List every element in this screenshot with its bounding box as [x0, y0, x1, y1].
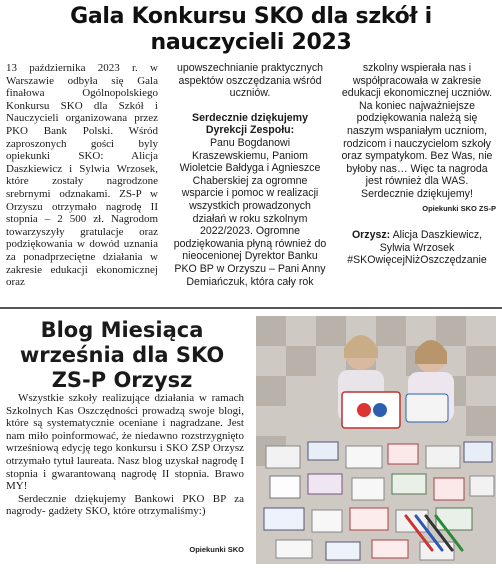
article1-column-3	[338, 62, 496, 267]
orzysz-label: Orzysz:	[351, 229, 391, 242]
article1-signature: Opiekunki SKO ZS-P	[422, 203, 496, 213]
article2-body	[6, 392, 244, 518]
orzysz-names: Alicja Daszkiewicz, Sylwia Wrzosek	[379, 229, 483, 254]
article1-column-1	[6, 62, 158, 289]
thanks-heading-line2: Dyrekcji Zespołu:	[205, 124, 295, 137]
article2-signature: Opiekunki SKO	[189, 545, 244, 554]
section-divider	[0, 307, 502, 309]
article1-title: Gala Konkursu SKO dla szkół i nauczycieli 2023	[70, 4, 432, 55]
photo-illustration	[256, 316, 496, 564]
article2-paragraph-1: Wszystkie szkoły realizujące działania w ramach Szkolnych Kas Oszczędności prowadzą swoje blogi, które są systematycznie oceniane i nagradzane. Jest nam miło poinformować, że niedawno rozstrzygnięto wrześniową edycję tego konkursu i SKO ZSP Orzysz otrzymało tytuł laureata. Nasz blog uzyskał nagrodę I stopnia i gwarantowaną nagrodę II stopnia. Brawo MY!	[6, 392, 244, 493]
article1-col2-top: upowszechnianie praktycznych aspektów oszczędzania wśród uczniów.	[176, 62, 324, 100]
article1-col1-text: 13 października 2023 r. w Warszawie odbyła się Gala finałowa Ogólnopolskiego Konkursu SKO dla Szkół i Nauczycieli organizowana przez PKO Bank Polski. Wśród zaproszonych gości byly opiekunki SKO: Alicja Daszkiewicz i Sylwia Wrzosek, które zostały nagrodzone srebrnymi odznakami. ZS-P w Orzyszu otrzymało nagrodę II stopnia – 2 500 zł. Nagrodom towarzyszyły gratulacje oraz podziękowania w dowód uznania za ponadprzeciętne działania w zakresie edukacji ekonomicznej oraz	[6, 62, 158, 289]
article1-col3-body: szkolny wspierała nas i współpracowała w zakresie edukacji ekonomicznej uczniów. Na koniec najważniejsze podziękowania należą się naszym wspaniałym uczniom, rodzicom i nauczycielom szkoły oraz sympatykom. Bez Was, nie byłoby nas… Więc ta nagroda jest również dla WAS. Serdecznie dziękujemy!	[341, 62, 493, 200]
article2-paragraph-2: Serdecznie dziękujemy Bankowi PKO BP za nagrody- gadżety SKO, które otrzymaliśmy:)	[6, 492, 244, 518]
photo-children-with-prizes	[256, 316, 496, 564]
article1-column-2	[172, 62, 328, 288]
article1-col2-body: Panu Bogdanowi Kraszewskiemu, Paniom Wioletcie Bałdyga i Agnieszce Chaberskiej za ogromne wsparcie i pomoc w realizacji wszystkich prowadzonych działań w roku szkolnym 2022/2023. Ogromne podziękowania płyną również do nieocenionej Dyrektor Banku PKO BP w Orzyszu – Pani Anny Demiańczuk, która cały rok	[173, 136, 327, 288]
article2-title: Blog Miesiąca września dla SKO ZS-P Orzysz	[19, 318, 225, 392]
hashtag: #SKOwięcejNiżOszczędzanie	[347, 254, 487, 267]
orzysz-line	[338, 229, 496, 254]
thanks-heading-line1: Serdecznie dziękujemy	[192, 111, 308, 124]
